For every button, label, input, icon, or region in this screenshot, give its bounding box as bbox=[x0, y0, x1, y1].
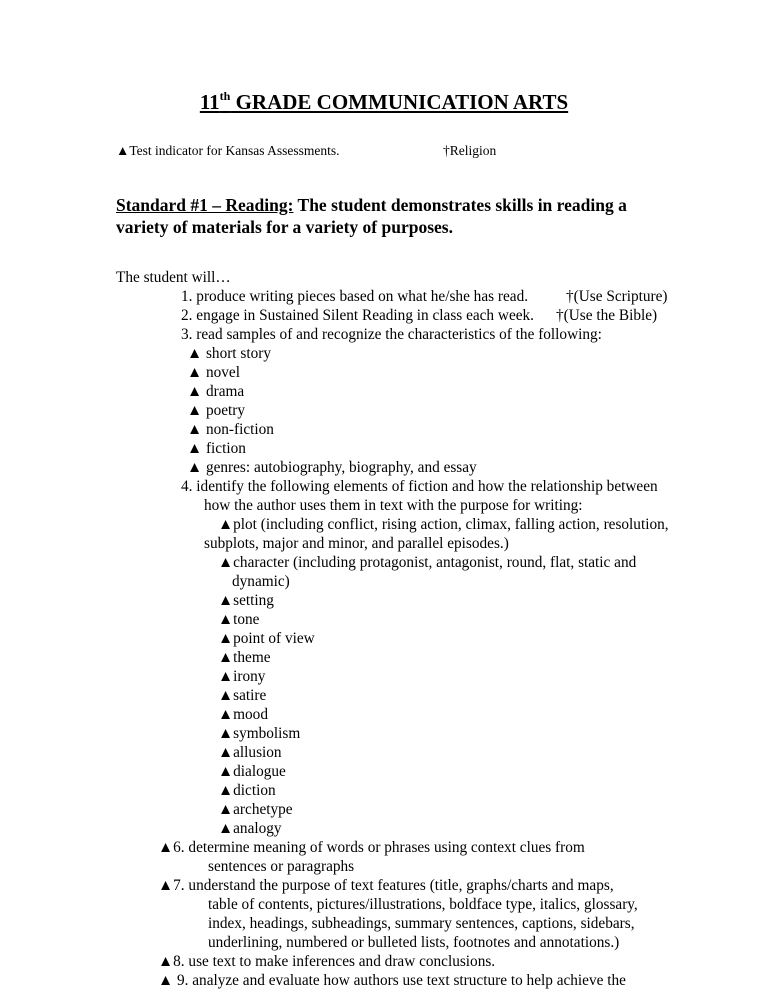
sub-item: ▲archetype bbox=[218, 801, 293, 818]
list-item-7-cont: table of contents, pictures/illustrations, boldface type, italics, glossary, bbox=[208, 896, 638, 913]
sub-item: ▲satire bbox=[218, 687, 267, 704]
sub-item: ▲theme bbox=[218, 649, 271, 666]
sub-item: ▲ genres: autobiography, biography, and essay bbox=[187, 459, 477, 476]
standard-heading bbox=[116, 194, 676, 238]
list-item-6-cont: sentences or paragraphs bbox=[208, 858, 355, 875]
sub-item: ▲ fiction bbox=[187, 440, 246, 457]
sub-item: ▲dialogue bbox=[218, 763, 286, 780]
item-2-note: †(Use the Bible) bbox=[556, 307, 658, 324]
sub-item: ▲irony bbox=[218, 668, 266, 685]
sub-item: ▲setting bbox=[218, 592, 274, 609]
sub-item: ▲analogy bbox=[218, 820, 282, 837]
list-item-7-cont: index, headings, subheadings, summary sentences, captions, sidebars, bbox=[208, 915, 635, 932]
standard-text: The student demonstrates skills in reading a variety of materials for a variety of purposes. bbox=[116, 195, 627, 237]
list-item-4-cont: how the author uses them in text with the purpose for writing: bbox=[204, 497, 583, 514]
item-1-note: †(Use Scripture) bbox=[566, 288, 668, 305]
list-item-1: 1. produce writing pieces based on what he/she has read. bbox=[181, 288, 529, 305]
list-item-7-cont: underlining, numbered or bulleted lists, footnotes and annotations.) bbox=[208, 934, 620, 951]
sub-item: ▲diction bbox=[218, 782, 276, 799]
sub-item-cont: dynamic) bbox=[232, 573, 290, 590]
list-item-2: 2. engage in Sustained Silent Reading in class each week. bbox=[181, 307, 535, 324]
sub-item: ▲tone bbox=[218, 611, 260, 628]
standard-label: Standard #1 – Reading: bbox=[116, 195, 294, 215]
sub-item: ▲point of view bbox=[218, 630, 315, 647]
sub-item: ▲ drama bbox=[187, 383, 245, 400]
page-title: 11th GRADE COMMUNICATION ARTS bbox=[199, 89, 569, 114]
legend-test-indicator: ▲Test indicator for Kansas Assessments. bbox=[116, 143, 340, 158]
intro-text: The student will… bbox=[116, 269, 231, 286]
sub-item: ▲ short story bbox=[187, 345, 271, 362]
list-item-7: ▲7. understand the purpose of text features (title, graphs/charts and maps, bbox=[158, 877, 614, 894]
sub-item: ▲allusion bbox=[218, 744, 282, 761]
legend-religion: †Religion bbox=[443, 143, 497, 158]
sub-item: ▲ novel bbox=[187, 364, 240, 381]
sub-item-cont: subplots, major and minor, and parallel episodes.) bbox=[204, 535, 509, 552]
list-item-3: 3. read samples of and recognize the characteristics of the following: bbox=[181, 326, 602, 343]
sub-item: ▲ poetry bbox=[187, 402, 246, 419]
sub-item: ▲ non-fiction bbox=[187, 421, 274, 438]
sub-item: ▲mood bbox=[218, 706, 268, 723]
list-item-6: ▲6. determine meaning of words or phrases using context clues from bbox=[158, 839, 585, 856]
list-item-4: 4. identify the following elements of fiction and how the relationship between bbox=[181, 478, 658, 495]
sub-item: ▲character (including protagonist, antagonist, round, flat, static and bbox=[218, 554, 637, 571]
list-item-8: ▲8. use text to make inferences and draw conclusions. bbox=[158, 953, 496, 970]
sub-item: ▲plot (including conflict, rising action, climax, falling action, resolution, bbox=[218, 516, 669, 533]
sub-item: ▲symbolism bbox=[218, 725, 301, 742]
list-item-9: ▲ 9. analyze and evaluate how authors use text structure to help achieve the bbox=[158, 972, 626, 989]
